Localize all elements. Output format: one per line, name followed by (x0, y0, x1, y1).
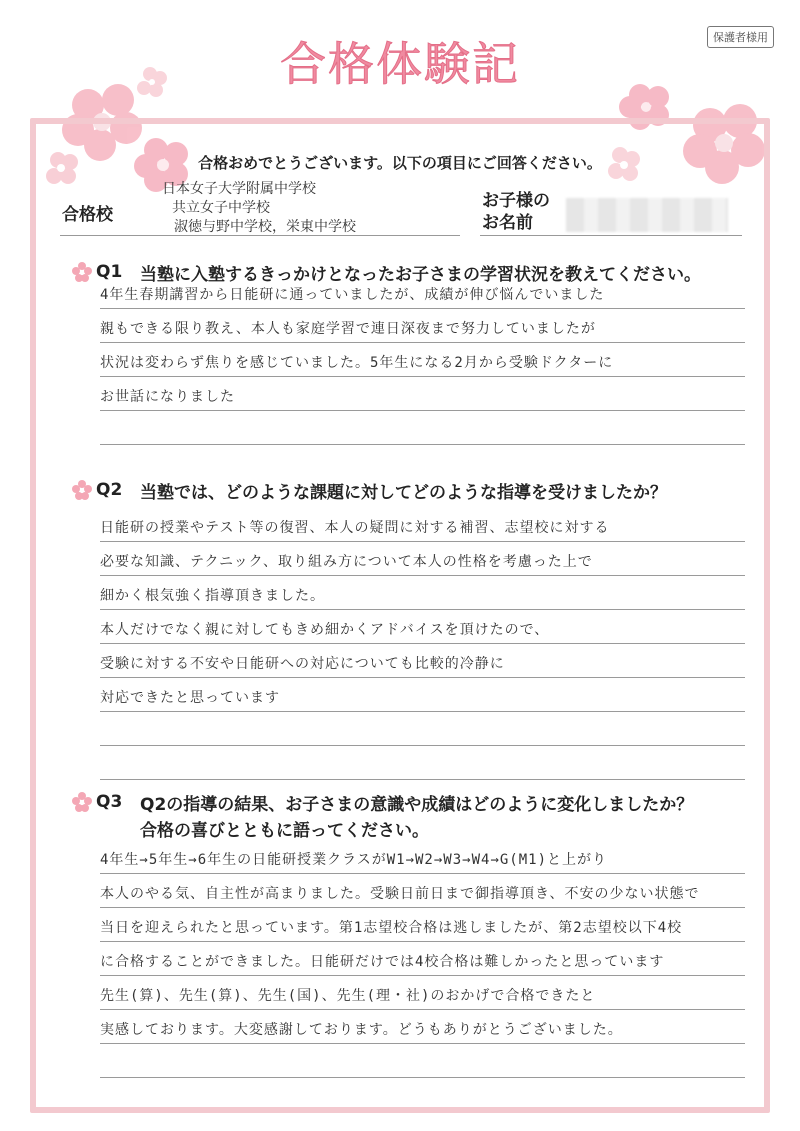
school-entry: 日本女子大学附属中学校 (162, 181, 316, 197)
answer-line (100, 343, 745, 377)
answer-line (100, 377, 745, 411)
school-list (162, 180, 356, 237)
answer-line (100, 309, 745, 343)
redacted-name (566, 198, 728, 232)
answer-text: お世話になりました (100, 389, 235, 405)
question-text (140, 792, 693, 844)
answer-text: 4年生春期講習から日能研に通っていましたが、成績が伸び悩んでいました (100, 287, 605, 303)
answer-text: 4年生→5年生→6年生の日能研授業クラスがW1→W2→W3→W4→G(M1)と上がり (100, 852, 608, 868)
answer-line (100, 874, 745, 908)
name-underline (480, 235, 742, 236)
name-label-line1: お子様の (482, 191, 550, 211)
answer-line (100, 542, 745, 576)
answer-line (100, 976, 745, 1010)
answer-text: 必要な知識、テクニック、取り組み方について本人の性格を考慮った上で (100, 554, 593, 570)
question-number: Q2 (96, 480, 123, 500)
audience-tag: 保護者様用 (707, 26, 774, 48)
answer-line (100, 644, 745, 678)
flower-bullet-icon (72, 792, 92, 812)
answer-text: 親もできる限り教え、本人も家庭学習で連日深夜まで努力していましたが (100, 321, 596, 337)
flower-bullet-icon (72, 262, 92, 282)
school-entry: 淑徳与野中学校，栄東中学校 (174, 219, 356, 235)
answer-text: 状況は変わらず焦りを感じていました。5年生になる2月から受験ドクターに (100, 355, 614, 371)
answer-line (100, 942, 745, 976)
greeting-text: 合格おめでとうございます。以下の項目にご回答ください。 (198, 154, 602, 172)
answer-line (100, 275, 745, 309)
answer-text: 本人だけでなく親に対してもきめ細かくアドバイスを頂けたので、 (100, 622, 550, 638)
answer-line (100, 576, 745, 610)
answer-text: 日能研の授業やテスト等の復習、本人の疑問に対する補習、志望校に対する (100, 520, 610, 536)
flower-bullet-icon (72, 480, 92, 500)
answer-line (100, 1010, 745, 1044)
answer-text: 先生(算)、先生(算)、先生(国)、先生(理・社)のおかげで合格できたと (100, 988, 596, 1004)
answer-text: 本人のやる気、自主性が高まりました。受験日前日まで御指導頂き、不安の少ない状態で (100, 886, 700, 902)
answer-line (100, 840, 745, 874)
answer-line (100, 411, 745, 445)
question-3 (72, 792, 693, 844)
question-text-line1: Q2の指導の結果、お子さまの意識や成績はどのように変化しましたか？ (140, 795, 694, 815)
page-title: 合格体験記 (280, 37, 520, 91)
question-text-line2: 合格の喜びとともに語ってください。 (140, 821, 429, 841)
answer-line (100, 908, 745, 942)
answer-line (100, 1044, 745, 1078)
answer-text: 細かく根気強く指導頂きました。 (100, 588, 325, 604)
name-label-line2: お名前 (482, 213, 533, 233)
school-label: 合格校 (62, 205, 113, 225)
answer-text: 対応できたと思っています (100, 690, 280, 706)
answer-line (100, 508, 745, 542)
answer-text: 当日を迎えられたと思っています。第1志望校合格は逃しましたが、第2志望校以下4校 (100, 920, 683, 936)
answer-3 (100, 840, 745, 1078)
school-underline (60, 235, 460, 236)
question-number: Q3 (96, 792, 123, 812)
answer-text: 実感しております。大変感謝しております。どうもありがとうございました。 (100, 1022, 623, 1038)
question-2 (72, 480, 667, 506)
question-text: 当塾では、どのような課題に対してどのような指導を受けましたか？ (140, 483, 667, 503)
answer-text: 受験に対する不安や日能研への対応についても比較的冷静に (100, 656, 505, 672)
answer-text: に合格することができました。日能研だけでは4校合格は難しかったと思っています (100, 954, 665, 970)
answer-line (100, 746, 745, 780)
child-name-label (482, 190, 550, 234)
question-number: Q1 (96, 262, 123, 282)
answer-1 (100, 275, 745, 445)
school-entry: 共立女子中学校 (172, 200, 270, 216)
question-text: 当塾に入塾するきっかけとなったお子さまの学習状況を教えてください。 (140, 265, 701, 285)
answer-2 (100, 508, 745, 780)
answer-line (100, 678, 745, 712)
answer-line (100, 712, 745, 746)
answer-line (100, 610, 745, 644)
